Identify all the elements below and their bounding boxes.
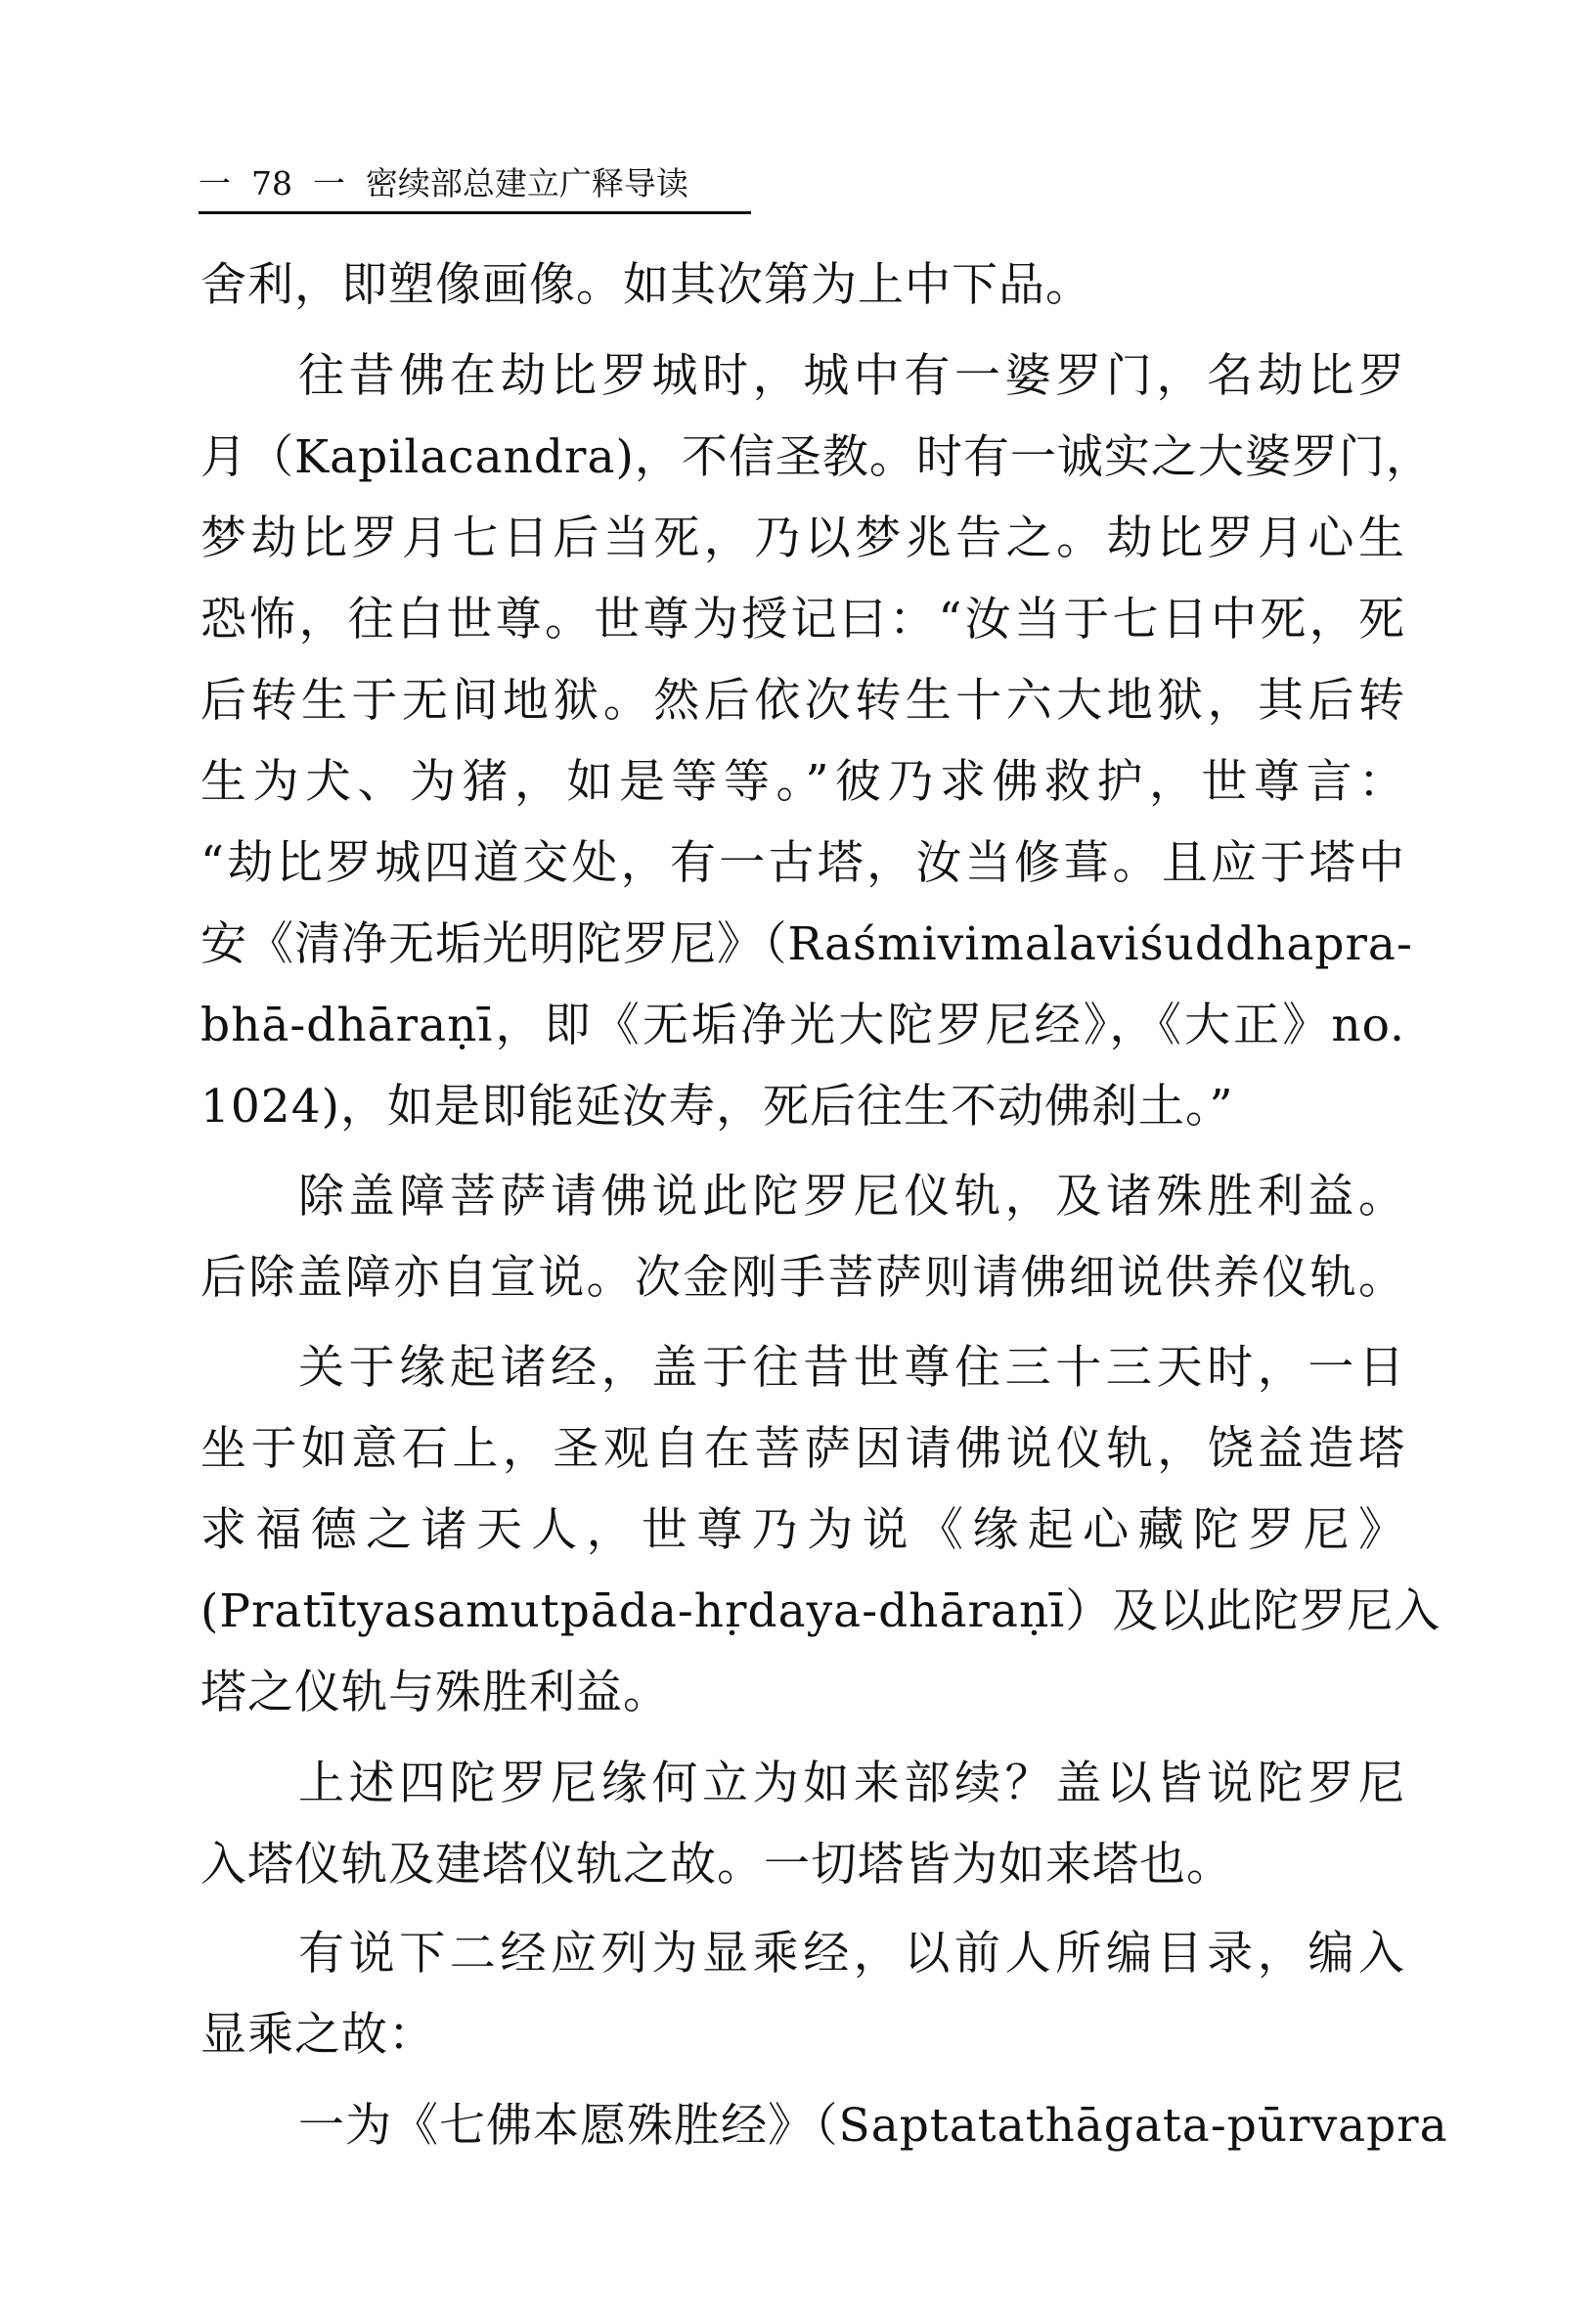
text-line: 安《清净无垢光明陀罗尼》（Raśmivimalaviśuddhapra- xyxy=(200,917,1413,971)
header-rule xyxy=(199,211,751,214)
text-line: 关于缘起诸经，盖于往昔世尊住三十三天时，一日 xyxy=(298,1341,1405,1395)
text-line: 一为《七佛本愿殊胜经》（Saptatathāgata-pūrvapra xyxy=(298,2099,1448,2153)
text-line: 入塔仪轨及建塔仪轨之故。一切塔皆为如来塔也。 xyxy=(200,1838,1233,1892)
text-line: 舍利，即塑像画像。如其次第为上中下品。 xyxy=(200,258,1092,312)
text-line: 后转生于无间地狱。然后依次转生十六大地狱，其后转 xyxy=(200,674,1405,728)
running-header: 一 78 一 密续部总建立广释导读 xyxy=(199,164,688,202)
text-line: 往昔佛在劫比罗城时，城中有一婆罗门，名劫比罗 xyxy=(298,349,1405,403)
text-line: 上述四陀罗尼缘何立为如来部续？盖以皆说陀罗尼 xyxy=(298,1757,1405,1810)
text-line: 月（Kapilacandra)，不信圣教。时有一诚实之大婆罗门， xyxy=(200,430,1433,484)
text-line: 梦劫比罗月七日后当死，乃以梦兆告之。劫比罗月心生 xyxy=(200,512,1405,565)
text-line: 1024)，如是即能延汝寿，死后往生不动佛刹土。” xyxy=(200,1080,1234,1134)
text-line: (Pratītyasamutpāda-hṛdaya-dhāraṇī）及以此陀罗尼入 xyxy=(200,1584,1441,1638)
text-line: 坐于如意石上，圣观自在菩萨因请佛说仪轨，饶益造塔 xyxy=(200,1422,1405,1476)
text-line: 生为犬、为猪，如是等等。”彼乃求佛救护，世尊言： xyxy=(200,755,1405,809)
text-line: 有说下二经应列为显乘经，以前人所编目录，编入 xyxy=(298,1927,1405,1981)
text-line: 塔之仪轨与殊胜利益。 xyxy=(200,1666,670,1719)
text-line: 求福德之诸天人，世尊乃为说《缘起心藏陀罗尼》 xyxy=(200,1503,1405,1557)
text-line: bhā-dhāraṇī，即《无垢净光大陀罗尼经》，《大正》no. xyxy=(200,999,1405,1052)
text-line: 后除盖障亦自宣说。次金刚手菩萨则请佛细说供养仪轨。 xyxy=(200,1251,1405,1305)
text-line: “劫比罗城四道交处，有一古塔，汝当修葺。且应于塔中 xyxy=(200,836,1405,890)
text-line: 除盖障菩萨请佛说此陀罗尼仪轨，及诸殊胜利益。 xyxy=(298,1170,1405,1224)
text-line: 恐怖，往白世尊。世尊为授记曰：“汝当于七日中死，死 xyxy=(200,593,1405,646)
text-line: 显乘之故： xyxy=(200,2008,435,2062)
